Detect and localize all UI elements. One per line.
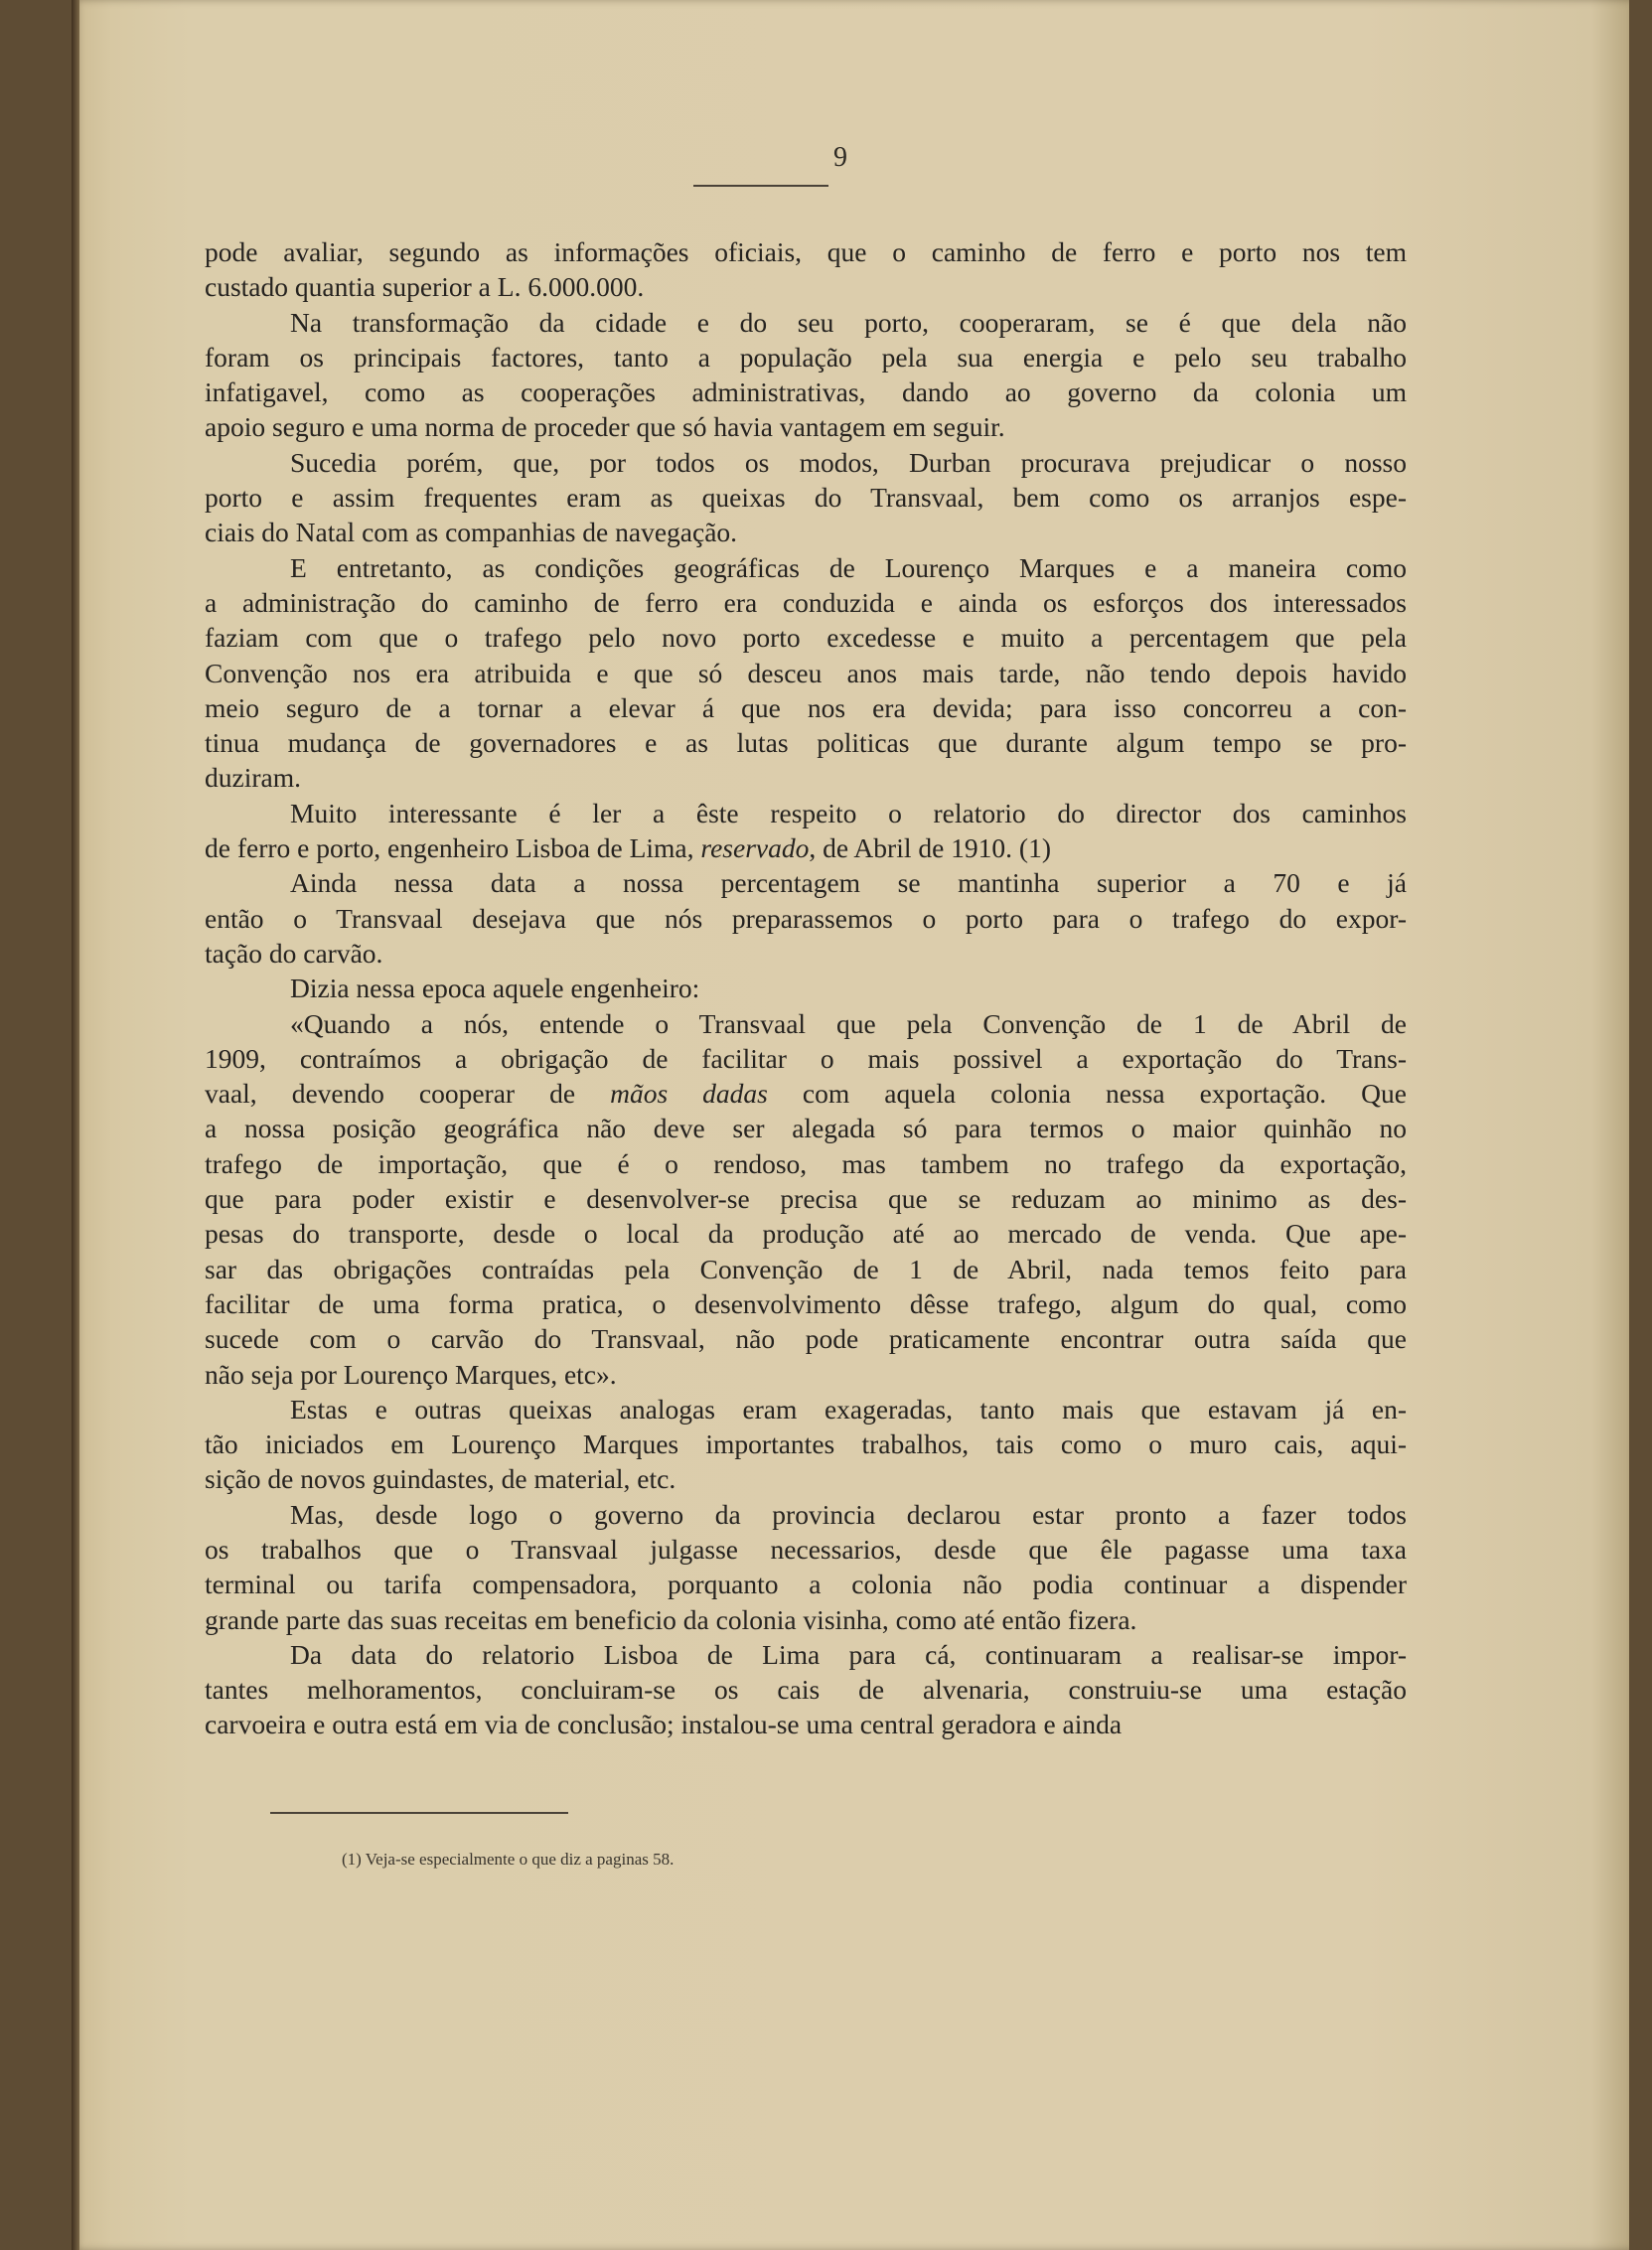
text-line: faziam com que o trafego pelo novo porto excedesse e muito a percentagem que pela (205, 622, 1407, 654)
text-line: Ainda nessa data a nossa percentagem se mantinha superior a 70 e já (290, 867, 1407, 899)
text-line: Mas, desde logo o governo da provincia declarou estar pronto a fazer todos (290, 1498, 1407, 1530)
text-line: sar das obrigações contraídas pela Convenção de 1 de Abril, nada temos feito para (205, 1253, 1407, 1284)
text-line: de ferro e porto, engenheiro Lisboa de Lima, reservado, de Abril de 1910. (1) (205, 832, 1051, 864)
paragraph (205, 305, 1407, 445)
emphasis: reservado (700, 832, 810, 864)
text-line: porto e assim frequentes eram as queixas do Transvaal, bem como os arranjos espe- (205, 482, 1407, 514)
paragraph (205, 971, 1407, 1005)
text-line: 1909, contraímos a obrigação de facilitar o mais possivel a exportação do Trans- (205, 1042, 1407, 1074)
paragraph (205, 1637, 1407, 1742)
body-text (205, 234, 1407, 1742)
text-line: grande parte das suas receitas em beneficio da colonia visinha, como até então fizera. (205, 1603, 1137, 1635)
footnote: (1) Veja-se especialmente o que diz a paginas 58. (342, 1850, 675, 1869)
paragraph (205, 865, 1407, 971)
page-gutter-shadow (72, 0, 79, 2250)
text-line: custado quantia superior a L. 6.000.000. (205, 271, 645, 303)
book-page (72, 0, 1629, 2250)
paragraph (205, 1497, 1407, 1637)
text-line: Sucedia porém, que, por todos os modos, Durban procurava prejudicar o nosso (290, 446, 1407, 478)
page-number-rule (693, 185, 828, 187)
text-line: Na transformação da cidade e do seu porto, cooperaram, se é que dela não (290, 306, 1407, 338)
text-line: foram os principais factores, tanto a população pela sua energia e pelo seu trabalho (205, 341, 1407, 373)
text-line: carvoeira e outra está em via de conclusão; instalou-se uma central geradora e ainda (205, 1709, 1123, 1740)
text-line: tação do carvão. (205, 937, 383, 969)
text-line: pode avaliar, segundo as informações oficiais, que o caminho de ferro e porto nos tem (205, 236, 1407, 267)
text-line: trafego de importação, que é o rendoso, mas tambem no trafego da exportação, (205, 1147, 1407, 1179)
text-line: tão iniciados em Lourenço Marques importantes trabalhos, tais como o muro cais, aqui- (205, 1428, 1407, 1460)
text-line: Estas e outras queixas analogas eram exageradas, tanto mais que estavam já en- (290, 1393, 1407, 1425)
paragraph (205, 550, 1407, 796)
text-line: Convenção nos era atribuida e que só desceu anos mais tarde, não tendo depois havido (205, 657, 1407, 688)
text-line: que para poder existir e desenvolver-se precisa que se reduzam ao minimo as des- (205, 1183, 1407, 1215)
paragraph (205, 1392, 1407, 1497)
emphasis: mãos dadas (610, 1078, 768, 1110)
text-line: sição de novos guindastes, de material, etc. (205, 1463, 676, 1495)
text-line: os trabalhos que o Transvaal julgasse necessarios, desde que êle pagasse uma taxa (205, 1533, 1407, 1565)
text-line: terminal ou tarifa compensadora, porquanto a colonia não podia continuar a dispender (205, 1569, 1407, 1600)
paragraph (205, 445, 1407, 550)
text-line: duziram. (205, 762, 301, 794)
page-number: 9 (833, 142, 847, 173)
text-line: infatigavel, como as cooperações administrativas, dando ao governo da colonia um (205, 376, 1407, 408)
text-line: ciais do Natal com as companhias de navegação. (205, 517, 738, 548)
paragraph (205, 796, 1407, 866)
text-line: Muito interessante é ler a êste respeito o relatorio do director dos caminhos (290, 797, 1407, 828)
text-line: E entretanto, as condições geográficas de Lourenço Marques e a maneira como (290, 551, 1407, 583)
text-line: facilitar de uma forma pratica, o desenvolvimento dêsse trafego, algum do qual, como (205, 1287, 1407, 1319)
text-line: tantes melhoramentos, concluiram-se os cais de alvenaria, construiu-se uma estação (205, 1674, 1407, 1706)
text-line: pesas do transporte, desde o local da produção até ao mercado de venda. Que ape- (205, 1218, 1407, 1250)
paragraph (205, 1006, 1407, 1392)
text-line: Dizia nessa epoca aquele engenheiro: (290, 973, 700, 1004)
text-line: a nossa posição geográfica não deve ser alegada só para termos o maior quinhão no (205, 1113, 1407, 1144)
text-line: apoio seguro e uma norma de proceder que só havia vantagem em seguir. (205, 411, 1005, 443)
footnote-rule (270, 1812, 568, 1814)
text-line: Da data do relatorio Lisboa de Lima para cá, continuaram a realisar-se impor- (290, 1638, 1407, 1670)
text-line: meio seguro de a tornar a elevar á que nos era devida; para isso concorreu a con- (205, 691, 1407, 723)
text-line: sucede com o carvão do Transvaal, não pode praticamente encontrar outra saída que (205, 1323, 1407, 1355)
text-line: a administração do caminho de ferro era conduzida e ainda os esforços dos interessados (205, 586, 1407, 618)
text-line: então o Transvaal desejava que nós preparassemos o porto para o trafego do expor- (205, 902, 1407, 934)
paragraph (205, 234, 1407, 305)
text-line: tinua mudança de governadores e as lutas politicas que durante algum tempo se pro- (205, 727, 1407, 759)
text-line: vaal, devendo cooperar de mãos dadas com aquela colonia nessa exportação. Que (205, 1078, 1407, 1110)
text-line: não seja por Lourenço Marques, etc». (205, 1358, 617, 1390)
text-line: «Quando a nós, entende o Transvaal que pela Convenção de 1 de Abril de (290, 1007, 1407, 1039)
